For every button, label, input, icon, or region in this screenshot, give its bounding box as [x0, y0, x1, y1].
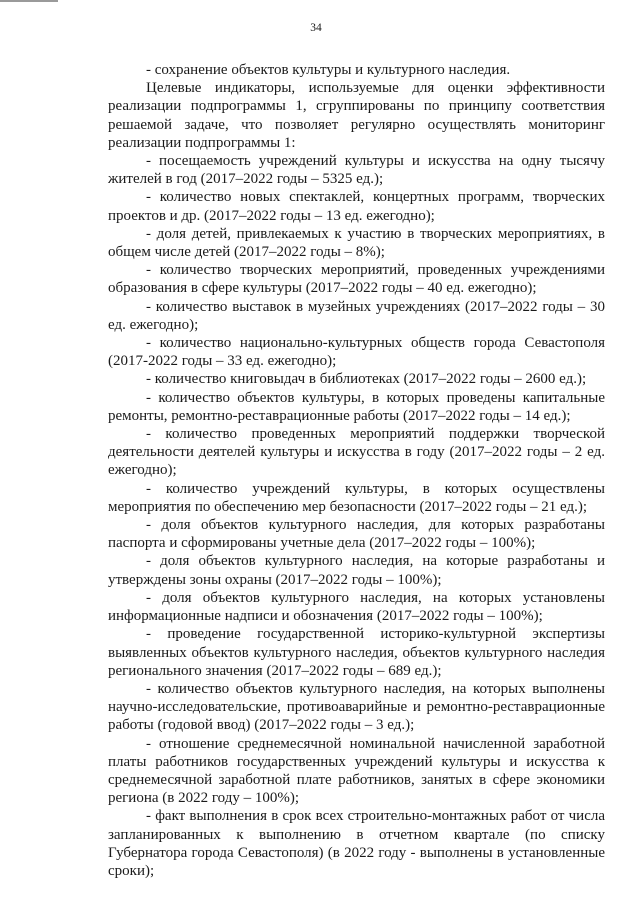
document-body [108, 61, 605, 880]
bullet-paragraph: - количество объектов культуры, в которых проведены капитальные ремонты, ремонтно-реставрационные работы (2017–2022 годы – 14 ед.); [108, 389, 605, 424]
bullet-paragraph: - доля детей, привлекаемых к участию в творческих мероприятиях, в общем числе детей (2017–2022 годы – 8%); [108, 225, 605, 261]
bullet-paragraph: - проведение государственной историко-культурной экспертизы выявленных объектов культурного наследия, объектов культурного наследия регионального значения (2017–2022 годы – 689 ед.); [108, 626, 605, 679]
bullet-paragraph: - доля объектов культурного наследия, на которых установлены информационные надписи и обозначения (2017–2022 годы – 100%); [108, 589, 605, 625]
bullet-paragraph: - количество выставок в музейных учреждениях (2017–2022 годы – 30 ед. ежегодно); [108, 298, 605, 333]
scan-edge-mark [0, 0, 58, 2]
bullet-paragraph: - количество творческих мероприятий, проведенных учреждениями образования в сфере культуры (2017–2022 годы – 40 ед. ежегодно); [108, 262, 605, 297]
page-number: 34 [310, 22, 322, 34]
intro-paragraph: Целевые индикаторы, используемые для оценки эффективности реализации подпрограммы 1, сгруппированы по принципу соответствия решаемой задаче, что позволяет регулярно осуществлять мониторинг реализации подпрограммы 1: [108, 80, 605, 151]
bullet-paragraph: - количество национально-культурных обществ города Севастополя (2017-2022 годы – 33 ед. ежегодно); [108, 335, 605, 370]
bullet-paragraph: - количество учреждений культуры, в которых осуществлены мероприятия по обеспечению мер безопасности (2017–2022 годы – 21 ед.); [108, 480, 605, 515]
bullet-paragraph: - сохранение объектов культуры и культурного наследия. [146, 62, 511, 78]
bullet-paragraph: - количество книговыдач в библиотеках (2017–2022 годы – 2600 ед.); [146, 371, 587, 388]
bullet-paragraph: - доля объектов культурного наследия, на которые разработаны и утверждены зоны охраны (2017–2022 годы – 100%); [108, 553, 605, 588]
bullet-paragraph: - факт выполнения в срок всех строительно-монтажных работ от числа запланированных к выполнению в отчетном квартале (по списку Губернатора города Севастополя) (в 2022 году - выполнены в установленные сроки); [108, 808, 605, 879]
bullet-paragraph: - доля объектов культурного наследия, для которых разработаны паспорта и сформированы учетные дела (2017–2022 годы – 100%); [108, 517, 605, 552]
bullet-paragraph: - количество новых спектаклей, концертных программ, творческих проектов и др. (2017–2022 годы – 13 ед. ежегодно); [108, 189, 605, 224]
bullet-paragraph: - посещаемость учреждений культуры и искусства на одну тысячу жителей в год (2017–2022 годы – 5325 ед.); [108, 153, 605, 188]
bullet-paragraph: - отношение среднемесячной номинальной начисленной заработной платы работников государственных учреждений культуры и искусства к среднемесячной заработной плате работников, занятых в сфере экономики региона (в 2022 году – 100%); [108, 735, 605, 807]
bullet-paragraph: - количество проведенных мероприятий поддержки творческой деятельности деятелей культуры и искусства в году (2017–2022 годы – 2 ед. ежегодно); [108, 426, 605, 479]
bullet-paragraph: - количество объектов культурного наследия, на которых выполнены научно-исследовательские, противоаварийные и ремонтно-реставрационные работы (годовой ввод) (2017–2022 годы – 3 ед.); [108, 680, 605, 734]
